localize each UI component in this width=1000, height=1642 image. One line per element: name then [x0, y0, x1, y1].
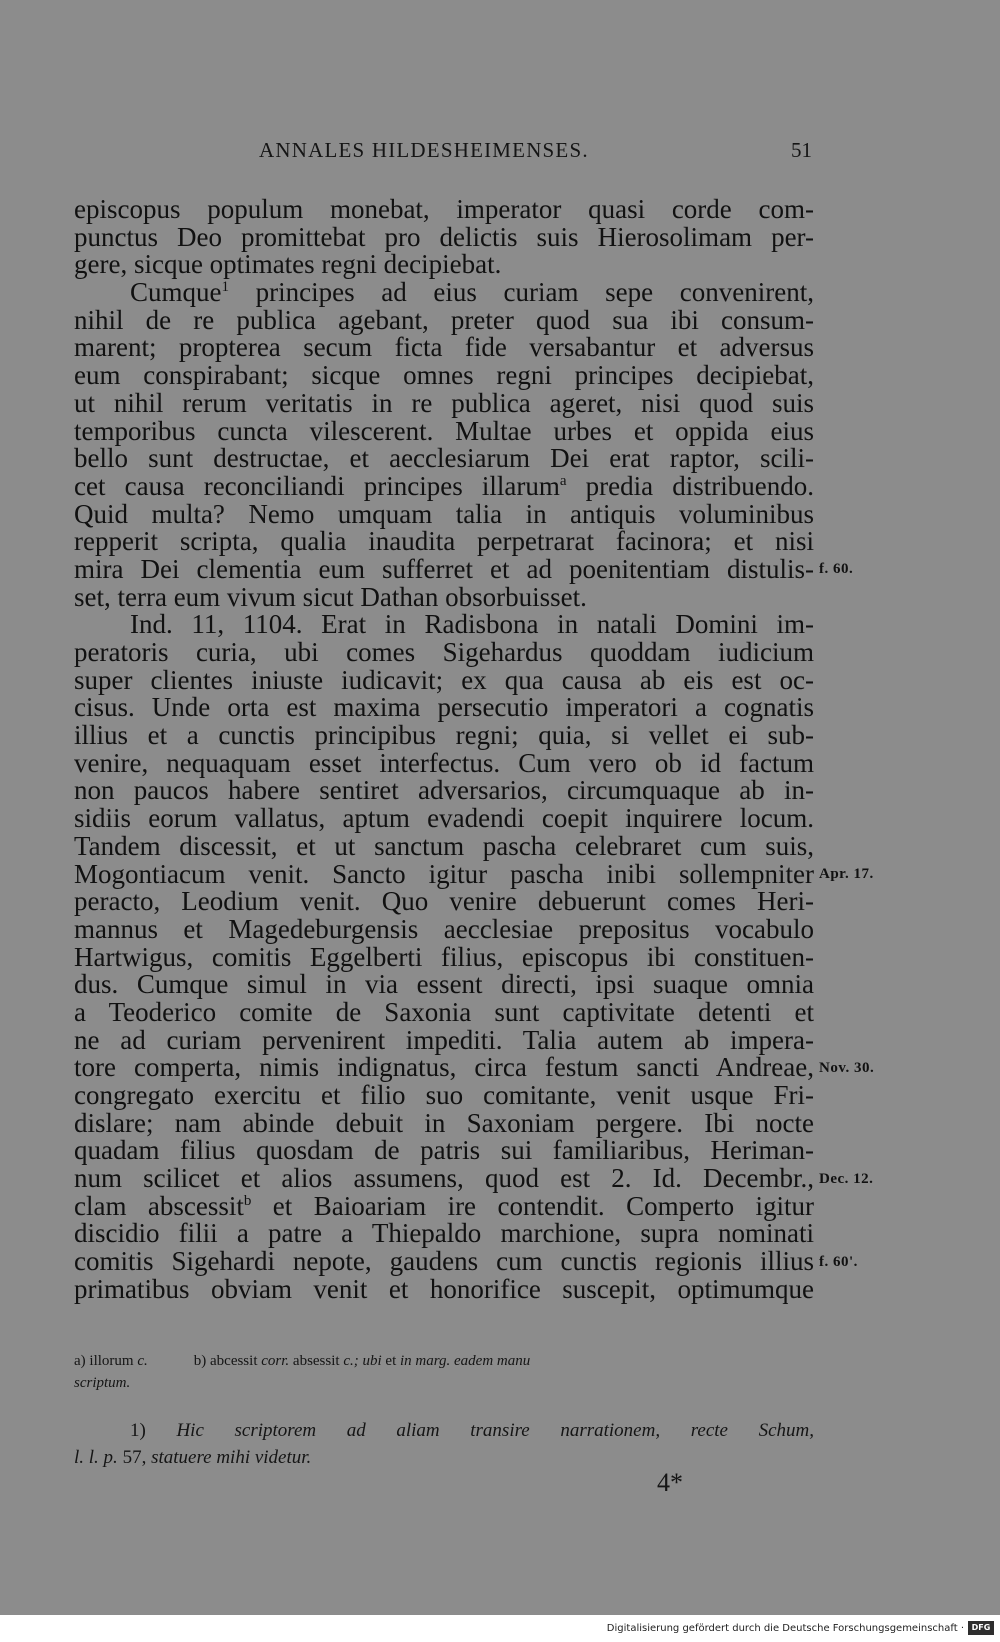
- line-text: Cumque: [130, 277, 222, 308]
- text-line: [74, 777, 814, 805]
- text-line: [74, 1107, 814, 1138]
- apparatus-line-1: [74, 1350, 814, 1372]
- line-text: discidio filii a patre a Thiepaldo marchione, supra nominati: [74, 1218, 814, 1249]
- line-text: quadam filius quosdam de patris sui familiaribus, Heriman-: [74, 1135, 814, 1166]
- text-line: [74, 1248, 814, 1276]
- text-line: [74, 971, 814, 999]
- text-line: [74, 553, 814, 584]
- footnote-marker: 1: [221, 279, 229, 296]
- line-text: cet causa reconciliandi principes illarum: [74, 470, 560, 501]
- text-line: [74, 445, 814, 473]
- text-line: [74, 1054, 814, 1082]
- line-text: venire, nequaquam esset interfectus. Cum vero ob id factum: [74, 747, 814, 778]
- apparatus-note-a: a) illorum c.: [74, 1353, 148, 1369]
- text-line: [74, 415, 814, 446]
- digitization-footer: [0, 1615, 1000, 1642]
- text-line: [74, 1024, 814, 1055]
- text-line: [74, 581, 814, 612]
- text-line: [74, 1082, 814, 1110]
- text-line: [74, 611, 814, 639]
- text-line: [74, 1190, 815, 1221]
- text-line: [74, 941, 814, 972]
- line-text: peratoris curia, ubi comes Sigehardus quoddam iudicium: [74, 637, 814, 667]
- line-text: ut nihil rerum veritatis in re publica ageret, nisi quod suis: [74, 387, 814, 418]
- marginal-date-note: f. 60.: [819, 561, 854, 578]
- text-line: [74, 722, 814, 750]
- line-text: mannus et Magedeburgensis aecclesiae prepositus vocabulo: [74, 913, 814, 944]
- line-text-continued: et Baioariam ire contendit. Comperto igitur: [251, 1190, 815, 1221]
- line-text: repperit scripta, qualia inaudita perpetrarat facinora; et nisi: [74, 526, 814, 557]
- line-text: sidiis eorum vallatus, aptum evadendi coepit inquirere locum.: [74, 803, 814, 834]
- line-text: tore comperta, nimis indignatus, circa festum sancti Andreae,: [74, 1052, 814, 1083]
- footnote-marker: b: [243, 1192, 252, 1209]
- text-line: [74, 251, 814, 279]
- marginal-date-note: f. 60'.: [819, 1253, 858, 1270]
- line-text: peracto, Leodium venit. Quo venire debuerunt comes Heri-: [74, 886, 814, 917]
- line-text: nihil de re publica agebant, preter quod sua ibi consum-: [74, 304, 814, 335]
- running-title: ANNALES HILDESHEIMENSES.: [259, 138, 589, 162]
- text-line: [74, 913, 814, 944]
- line-text: dus. Cumque simul in via essent directi, ipsi suaque omnia: [74, 969, 814, 1000]
- marginal-date-note: Nov. 30.: [819, 1059, 875, 1076]
- footnotes: [74, 1417, 814, 1471]
- line-text: comitis Sigehardi nepote, gaudens cum cunctis regionis illius: [74, 1246, 814, 1277]
- line-text: illius et a cunctis principibus regni; quia, si vellet ei sub-: [74, 720, 814, 751]
- line-text: Quid multa? Nemo umquam talia in antiquis voluminibus: [74, 498, 814, 529]
- line-text: congregato exercitu et filio suo comitante, venit usque Fri-: [74, 1080, 814, 1110]
- line-text: non paucos habere sentiret adversarios, circumquaque ab in-: [74, 775, 814, 806]
- line-text: dislare; nam abinde debuit in Saxoniam pergere. Ibi nocte: [74, 1107, 814, 1138]
- line-text: set, terra eum vivum sicut Dathan obsorbuisset.: [74, 581, 587, 612]
- footnote-marker: a: [559, 472, 567, 489]
- text-line: [74, 664, 814, 695]
- text-line: [74, 805, 814, 833]
- text-line: [74, 1220, 814, 1248]
- text-line: [74, 334, 814, 362]
- marginal-date-note: Dec. 12.: [819, 1170, 874, 1187]
- marginal-date-note: Apr. 17.: [819, 865, 874, 882]
- line-text: super clientes iniuste iudicavit; ex qua causa ab eis est oc-: [74, 664, 814, 695]
- page-number: 51: [791, 138, 812, 162]
- line-text: marent; propterea secum ficta fide versabantur et adversus: [74, 332, 814, 363]
- text-line: [74, 196, 814, 224]
- line-text: ne ad curiam pervenirent impediti. Talia autem ab impera-: [74, 1024, 814, 1055]
- text-line: [74, 830, 814, 861]
- line-text: temporibus cuncta vilescerent. Multae urbes et oppida eius: [74, 415, 814, 446]
- text-line: [74, 362, 814, 390]
- text-line: [74, 996, 814, 1027]
- line-text: Ind. 11, 1104. Erat in Radisbona in natali Domini im-: [130, 609, 814, 640]
- critical-apparatus: [74, 1350, 814, 1394]
- sheet-signature: 4*: [657, 1468, 683, 1497]
- line-text: Tandem discessit, et ut sanctum pascha celebraret cum suis,: [74, 830, 814, 861]
- main-text: [74, 194, 875, 1304]
- line-text: episcopus populum monebat, imperator quasi corde com-: [74, 194, 814, 224]
- text-line: [74, 528, 814, 556]
- apparatus-note-b: b) abcessit corr. absessit c.; ubi et in marg. eadem manu: [193, 1353, 531, 1369]
- line-text: num scilicet et alios assumens, quod est 2. Id. Decembr.,: [74, 1163, 814, 1194]
- text-line: [74, 279, 814, 307]
- line-text: gere, sicque optimates regni decipiebat.: [74, 249, 502, 280]
- line-text: primatibus obviam venit et honorifice suscepit, optimumque: [74, 1273, 814, 1304]
- text-line: [74, 470, 814, 501]
- dfg-logo: DFG: [968, 1621, 994, 1635]
- text-line: [74, 639, 814, 667]
- line-text: Hartwigus, comitis Eggelberti filius, episcopus ibi constituen-: [74, 941, 814, 972]
- text-line: [74, 1165, 814, 1193]
- line-text: bello sunt destructae, et aecclesiarum Dei erat raptor, scili-: [74, 443, 814, 474]
- page-header: [74, 138, 814, 168]
- line-text: punctus Deo promittebat pro delictis suis Hierosolimam per-: [74, 221, 814, 252]
- line-text-continued: principes ad eius curiam sepe convenirent,: [229, 277, 814, 308]
- line-text: eum conspirabant; sicque omnes regni principes decipiebat,: [74, 360, 814, 391]
- text-line: [74, 1137, 814, 1165]
- apparatus-line-2: scriptum.: [74, 1375, 131, 1391]
- line-text: mira Dei clementia eum sufferret et ad poenitentiam distulis-: [74, 553, 814, 584]
- line-text: clam abscessit: [74, 1190, 244, 1221]
- footnote-1: 1) Hic scriptorem ad aliam transire narrationem, recte Schum,: [130, 1420, 814, 1441]
- text-line: [74, 747, 814, 778]
- text-line: [74, 858, 814, 889]
- text-line: [74, 694, 814, 722]
- line-text: a Teoderico comite de Saxonia sunt captivitate detenti et: [74, 996, 814, 1027]
- text-line: [74, 1273, 814, 1304]
- text-line: [74, 498, 814, 529]
- line-text: cisus. Unde orta est maxima persecutio imperatori a cognatis: [74, 692, 814, 723]
- footnote-1-continued: l. l. p. 57, statuere mihi videtur.: [74, 1447, 312, 1468]
- text-line: [74, 304, 814, 335]
- text-line: [74, 387, 814, 418]
- text-line: [74, 888, 814, 916]
- funding-credit: Digitalisierung gefördert durch die Deutsche Forschungsgemeinschaft ·: [606, 1623, 964, 1634]
- line-text-continued: predia distribuendo.: [566, 470, 814, 501]
- line-text: Mogontiacum venit. Sancto igitur pascha inibi sollempniter: [74, 858, 814, 889]
- text-line: [74, 221, 814, 252]
